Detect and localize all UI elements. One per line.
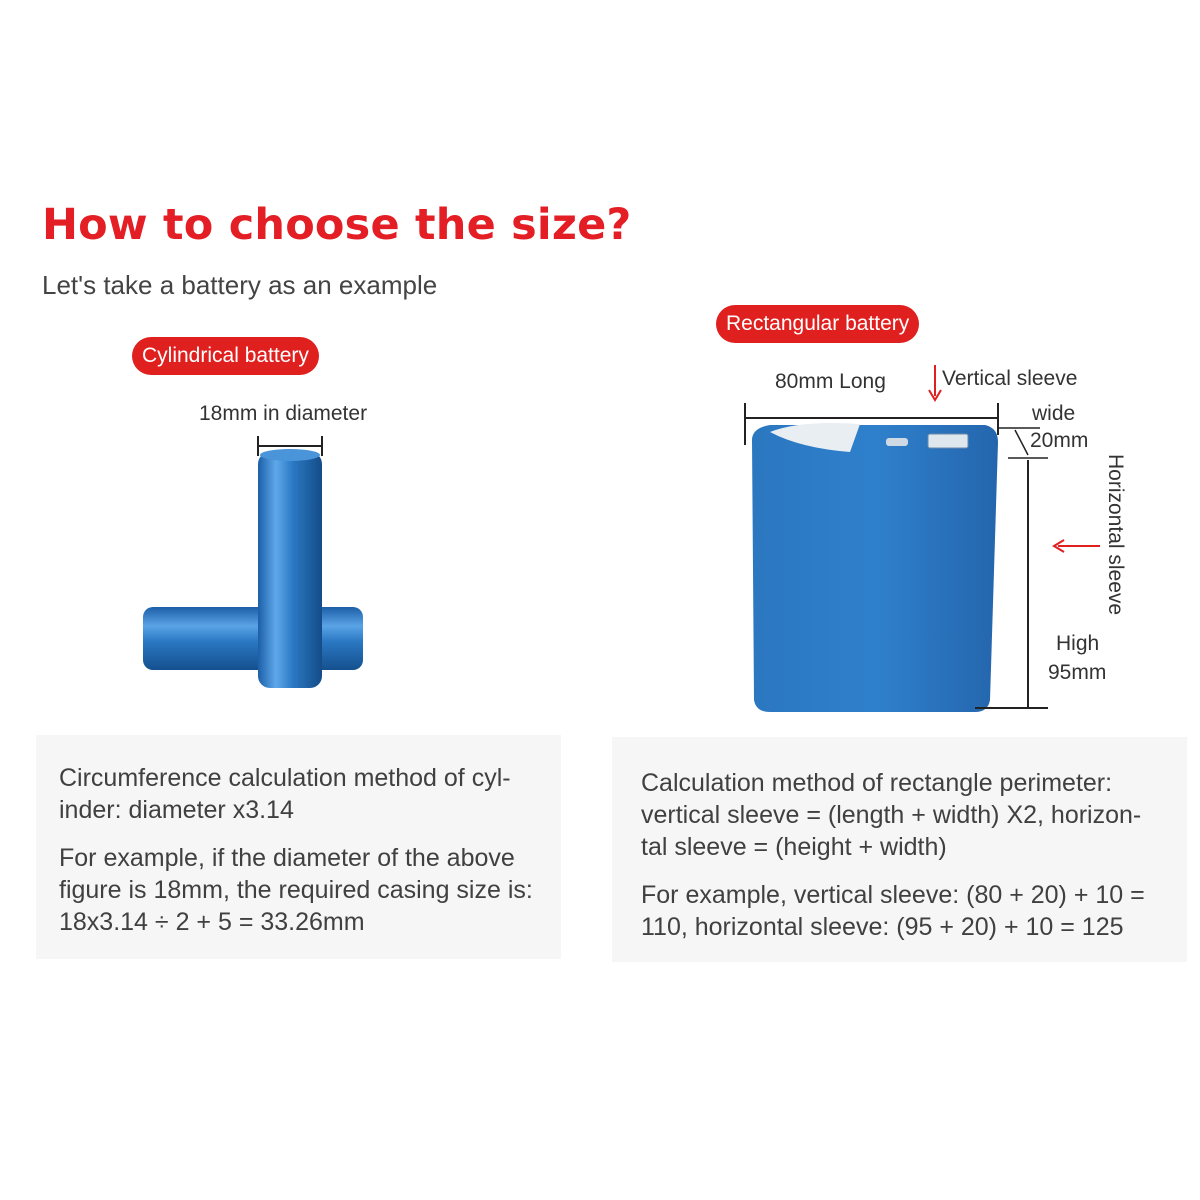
cylinder-battery-vertical — [258, 449, 322, 688]
cylindrical-battery-tag: Cylindrical battery — [132, 337, 319, 375]
cylindrical-formula-text: Circumference calculation method of cyl- inder: diameter x3.14 — [59, 764, 511, 824]
page-title: How to choose the size? — [42, 200, 632, 250]
cylinder-battery-horizontal — [143, 607, 363, 670]
cylindrical-example-text: For example, if the diameter of the above figure is 18mm, the required casing size is: 18x3.14 ÷ 2 + 5 = 33.26mm — [59, 844, 533, 936]
rectangular-formula-text: Calculation method of rectangle perimeter: vertical sleeve = (length + width) X2, horizon- tal sleeve = (height + width) — [641, 769, 1142, 861]
width-label-value: 20mm — [1030, 429, 1089, 452]
page-subtitle: Let's take a battery as an example — [42, 270, 438, 300]
diameter-label: 18mm in diameter — [199, 402, 368, 425]
red-arrow-left-icon — [1054, 540, 1100, 552]
height-label-value: 95mm — [1048, 661, 1107, 684]
horizontal-sleeve-label: Horizontal sleeve — [1104, 454, 1127, 616]
red-arrow-down-icon — [929, 365, 941, 400]
cylindrical-description-panel — [36, 735, 561, 959]
width-label-top: wide — [1032, 402, 1076, 425]
height-label-top: High — [1056, 632, 1100, 655]
vertical-sleeve-label: Vertical sleeve — [942, 367, 1078, 390]
rectangular-description-panel — [612, 737, 1187, 962]
rectangular-battery — [752, 423, 998, 712]
rectangular-example-text: For example, vertical sleeve: (80 + 20) + 10 = 110, horizontal sleeve: (95 + 20) + 10 = 125 — [641, 881, 1145, 941]
length-label: 80mm Long — [775, 370, 886, 393]
rectangular-battery-tag: Rectangular battery — [716, 305, 919, 343]
